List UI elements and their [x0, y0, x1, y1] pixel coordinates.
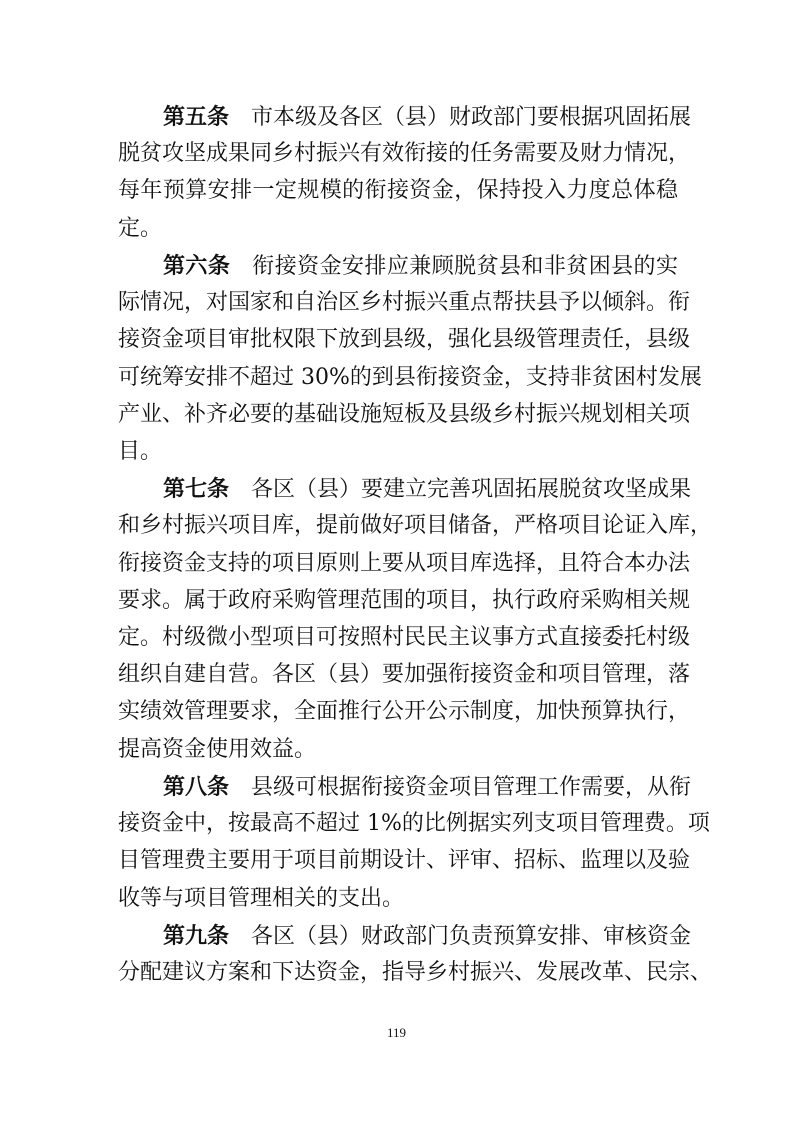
article-8-text-1: 县级可根据衔接资金项目管理工作需要，从衔	[251, 774, 692, 800]
article-6-line-6: 目。	[118, 438, 163, 464]
article-9-line-1	[163, 922, 692, 949]
article-9-text-1: 各区（县）财政部门负责预算安排、审核资金	[251, 923, 692, 949]
article-6-line-4: 可统筹安排不超过 30%的到县衔接资金，支持非贫困村发展	[118, 364, 702, 390]
article-5-number: 第五条	[163, 104, 230, 130]
article-7-line-6: 组织自建自营。各区（县）要加强衔接资金和项目管理，落	[118, 662, 691, 688]
article-5-line-2: 脱贫攻坚成果同乡村振兴有效衔接的任务需要及财力情况，	[118, 141, 691, 167]
page-number: 119	[386, 1025, 407, 1040]
article-5-line-3: 每年预算安排一定规模的衔接资金，保持投入力度总体稳	[118, 178, 678, 204]
article-6-line-2: 际情况，对国家和自治区乡村振兴重点帮扶县予以倾斜。衔	[118, 290, 691, 316]
article-9-number: 第九条	[163, 922, 230, 949]
article-8-line-1	[163, 773, 692, 800]
article-7-line-8: 提高资金使用效益。	[118, 736, 317, 762]
article-7-line-4: 要求。属于政府采购管理范围的项目，执行政府采购相关规	[118, 587, 691, 613]
article-7-line-5: 定。村级微小型项目可按照村民民主议事方式直接委托村级	[118, 625, 691, 651]
article-5-line-4: 定。	[118, 215, 163, 241]
article-5-text-1: 市本级及各区（县）财政部门要根据巩固拓展	[251, 105, 692, 130]
article-7-text-1: 各区（县）要建立完善巩固拓展脱贫攻坚成果	[251, 477, 692, 503]
article-7-line-3: 衔接资金支持的项目原则上要从项目库选择，且符合本办法	[118, 550, 691, 576]
article-7-line-7: 实绩效管理要求，全面推行公开公示制度，加快预算执行，	[118, 699, 691, 725]
article-6-line-3: 接资金项目审批权限下放到县级，强化县级管理责任，县级	[118, 327, 691, 353]
article-6-text-1: 衔接资金安排应兼顾脱贫县和非贫困县的实	[252, 253, 678, 279]
article-6-number: 第六条	[163, 252, 231, 279]
article-5-line-1	[163, 104, 692, 130]
article-6-line-1	[163, 253, 678, 279]
article-7-number: 第七条	[163, 476, 230, 503]
article-9-line-2: 分配建议方案和下达资金，指导乡村振兴、发展改革、民宗、	[118, 960, 713, 985]
article-7-line-2: 和乡村振兴项目库，提前做好项目储备，严格项目论证入库，	[118, 513, 713, 539]
article-8-line-2: 接资金中，按最高不超过 1%的比例据实列支项目管理费。项	[118, 811, 710, 837]
article-6-line-5: 产业、补齐必要的基础设施短板及县级乡村振兴规划相关项	[118, 401, 691, 427]
article-7-line-1	[163, 476, 692, 503]
article-8-line-3: 目管理费主要用于项目前期设计、评审、招标、监理以及验	[118, 848, 691, 874]
article-8-number: 第八条	[163, 773, 230, 800]
article-8-line-4: 收等与项目管理相关的支出。	[118, 885, 405, 911]
